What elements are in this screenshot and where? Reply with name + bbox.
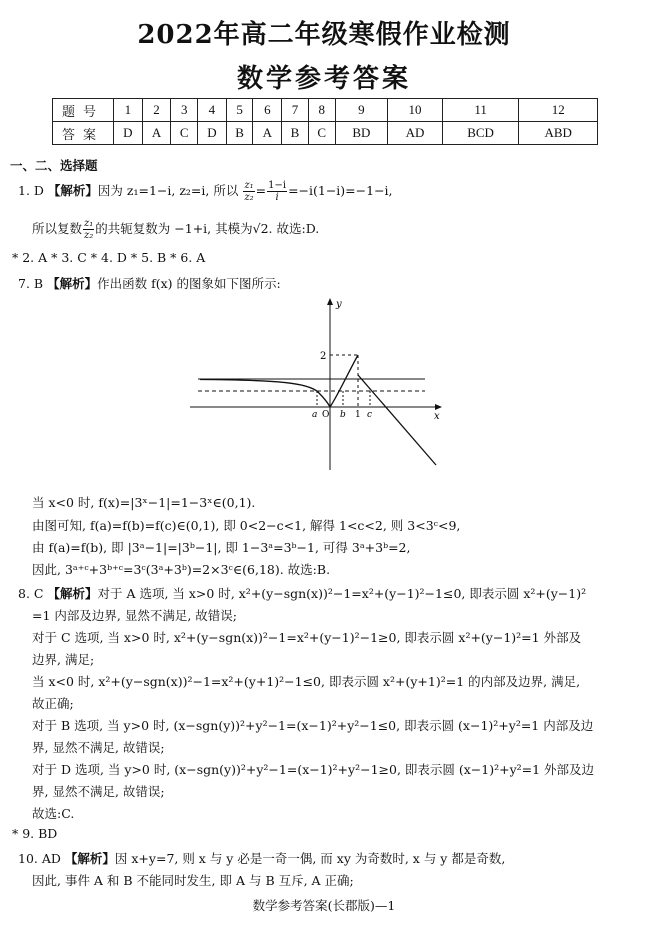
q1-fraction-1 — [243, 180, 254, 203]
q8-tag: 【解析】 — [47, 586, 98, 601]
q1-tag: 【解析】 — [47, 183, 98, 198]
question-number-cell: 1 — [114, 99, 143, 122]
q1-frac2-num: 1−i — [268, 180, 287, 191]
q10-l1: 因 x+y=7, 则 x 与 y 必是一奇一偶, 而 xy 为奇数时, x 与 y 都是奇数, — [114, 851, 506, 866]
q7-tag: 【解析】 — [47, 276, 98, 291]
answer-cell: A — [253, 122, 282, 145]
question-number-cell: 6 — [253, 99, 282, 122]
answer-cell: C — [308, 122, 335, 145]
answer-cell: ABD — [519, 122, 598, 145]
label-origin: O — [322, 410, 330, 420]
q7-head: 7. B — [18, 276, 44, 291]
q7-line1: 当 x<0 时, f(x)=|3ˣ−1|=1−3ˣ∈(0,1). — [32, 495, 256, 510]
answer-cell: D — [198, 122, 227, 145]
q8-line7: 对于 B 选项, 当 y>0 时, (x−sgn(y))²+y²−1=(x−1)²+y²−1≤0, 即表示圆 (x−1)²+y²=1 内部及边 — [32, 718, 594, 733]
q8-line3: 对于 C 选项, 当 x>0 时, x²+(y−sgn(x))²−1=x²+(y−1)²−1≥0, 即表示圆 x²+(y−1)²=1 外部及 — [32, 630, 582, 645]
x-axis-arrow — [435, 404, 442, 410]
question-number-cell: 7 — [282, 99, 309, 122]
label-a: a — [312, 410, 318, 420]
q7-intro — [0, 274, 648, 292]
q1-line2-a: 所以复数 — [32, 221, 83, 236]
answer-cell: A — [142, 122, 171, 145]
q1-frac1-num: z₁ — [244, 180, 254, 191]
q10-line1 — [0, 849, 648, 867]
q1-frac1-den: z₂ — [244, 192, 254, 203]
function-graph — [190, 295, 450, 475]
q8-line11: 故选:C. — [32, 806, 75, 821]
question-number-cell: 9 — [335, 99, 388, 122]
label-c: c — [367, 410, 373, 420]
label-b: b — [340, 410, 346, 420]
label-x: x — [434, 411, 440, 422]
answer-cell: BD — [335, 122, 388, 145]
q8-line10: 界, 显然不满足, 故错误; — [32, 784, 165, 799]
page-subtitle: 数学参考答案 — [236, 64, 411, 94]
q8-head: 8. C — [18, 586, 44, 601]
q10-head: 10. AD — [18, 851, 61, 866]
q8-line9: 对于 D 选项, 当 y>0 时, (x−sgn(y))²+y²−1=(x−1)²+y²−1≥0, 即表示圆 (x−1)²+y²=1 外部及边 — [32, 762, 595, 777]
q1-line1 — [0, 180, 648, 203]
q1-line1-c: =−i(1−i)=−1−i, — [288, 183, 393, 198]
q10-tag: 【解析】 — [64, 851, 115, 866]
q7-line3: 由 f(a)=f(b), 即 |3ᵃ−1|=|3ᵇ−1|, 即 1−3ᵃ=3ᵇ−1, 可得 3ᵃ+3ᵇ=2, — [32, 540, 411, 555]
q7-line2: 由图可知, f(a)=f(b)=f(c)∈(0,1), 即 0<2−c<1, 解得 1<c<2, 则 3<3ᶜ<9, — [32, 518, 461, 533]
q1-line2-b: 的共轭复数为 −1+i, 其模为√2. 故选:D. — [95, 221, 320, 236]
question-number-cell: 10 — [388, 99, 443, 122]
q8-l1: 对于 A 选项, 当 x>0 时, x²+(y−sgn(x))²−1=x²+(y−1)²−1≤0, 即表示圆 x²+(y−1)² — [97, 586, 587, 601]
curve-left — [200, 380, 330, 408]
q1-frac3-num: z₁ — [84, 218, 94, 229]
answer-table — [52, 98, 598, 145]
y-axis-arrow — [327, 298, 333, 305]
answer-cell: B — [226, 122, 253, 145]
answer-cell: C — [171, 122, 198, 145]
label-one: 1 — [355, 410, 361, 420]
q7-line4: 因此, 3ᵃ⁺ᶜ+3ᵇ⁺ᶜ=3ᶜ(3ᵃ+3ᵇ)=2×3ᶜ∈(6,18). 故选:B. — [32, 562, 331, 577]
q9-answer: * 9. BD — [12, 826, 58, 841]
q1-line2 — [0, 218, 648, 241]
answer-table-header-row — [53, 99, 598, 122]
question-number-cell: 8 — [308, 99, 335, 122]
question-number-cell: 4 — [198, 99, 227, 122]
question-number-cell: 2 — [142, 99, 171, 122]
short-answers: * 2. A * 3. C * 4. D * 5. B * 6. A — [12, 250, 206, 265]
answer-cell: B — [282, 122, 309, 145]
question-number-cell: 5 — [226, 99, 253, 122]
q1-fraction-2 — [267, 180, 287, 203]
answer-table-answer-row — [53, 122, 598, 145]
q1-head: 1. D — [18, 183, 44, 198]
q1-line1-b: = — [255, 183, 267, 198]
answer-cell: BCD — [442, 122, 519, 145]
page-footer: 数学参考答案(长郡版)—1 — [252, 898, 396, 913]
section-heading: 一、二、选择题 — [10, 158, 98, 173]
label-y: y — [336, 299, 342, 310]
question-number-cell: 3 — [171, 99, 198, 122]
answer-cell: D — [114, 122, 143, 145]
q8-line4: 边界, 满足; — [32, 652, 95, 667]
q1-frac2-den: i — [275, 192, 279, 203]
q1-line1-a: 因为 z₁=1−i, z₂=i, 所以 — [97, 183, 239, 198]
curve-middle — [330, 355, 358, 407]
q8-line1 — [0, 584, 648, 602]
q8-line8: 界, 显然不满足, 故错误; — [32, 740, 165, 755]
curve-right — [358, 375, 436, 465]
q10-line2: 因此, 事件 A 和 B 不能同时发生, 即 A 与 B 互斥, A 正确; — [32, 873, 354, 888]
q7-intro-text: 作出函数 f(x) 的图象如下图所示: — [97, 276, 281, 291]
q8-line5: 当 x<0 时, x²+(y−sgn(x))²−1=x²+(y+1)²−1≤0, 即表示圆 x²+(y+1)²=1 的内部及边界, 满足, — [32, 674, 581, 689]
header-label: 题号 — [53, 99, 114, 122]
page-title: 2022年高二年级寒假作业检测 — [137, 20, 511, 50]
answer-label: 答案 — [53, 122, 114, 145]
question-number-cell: 11 — [442, 99, 519, 122]
q1-frac3-den: z₂ — [84, 230, 94, 241]
question-number-cell: 12 — [519, 99, 598, 122]
q1-fraction-3 — [83, 218, 94, 241]
label-two: 2 — [320, 351, 327, 362]
q8-line2: =1 内部及边界, 显然不满足, 故错误; — [32, 608, 238, 623]
q8-line6: 故正确; — [32, 696, 74, 711]
answer-cell: AD — [388, 122, 443, 145]
